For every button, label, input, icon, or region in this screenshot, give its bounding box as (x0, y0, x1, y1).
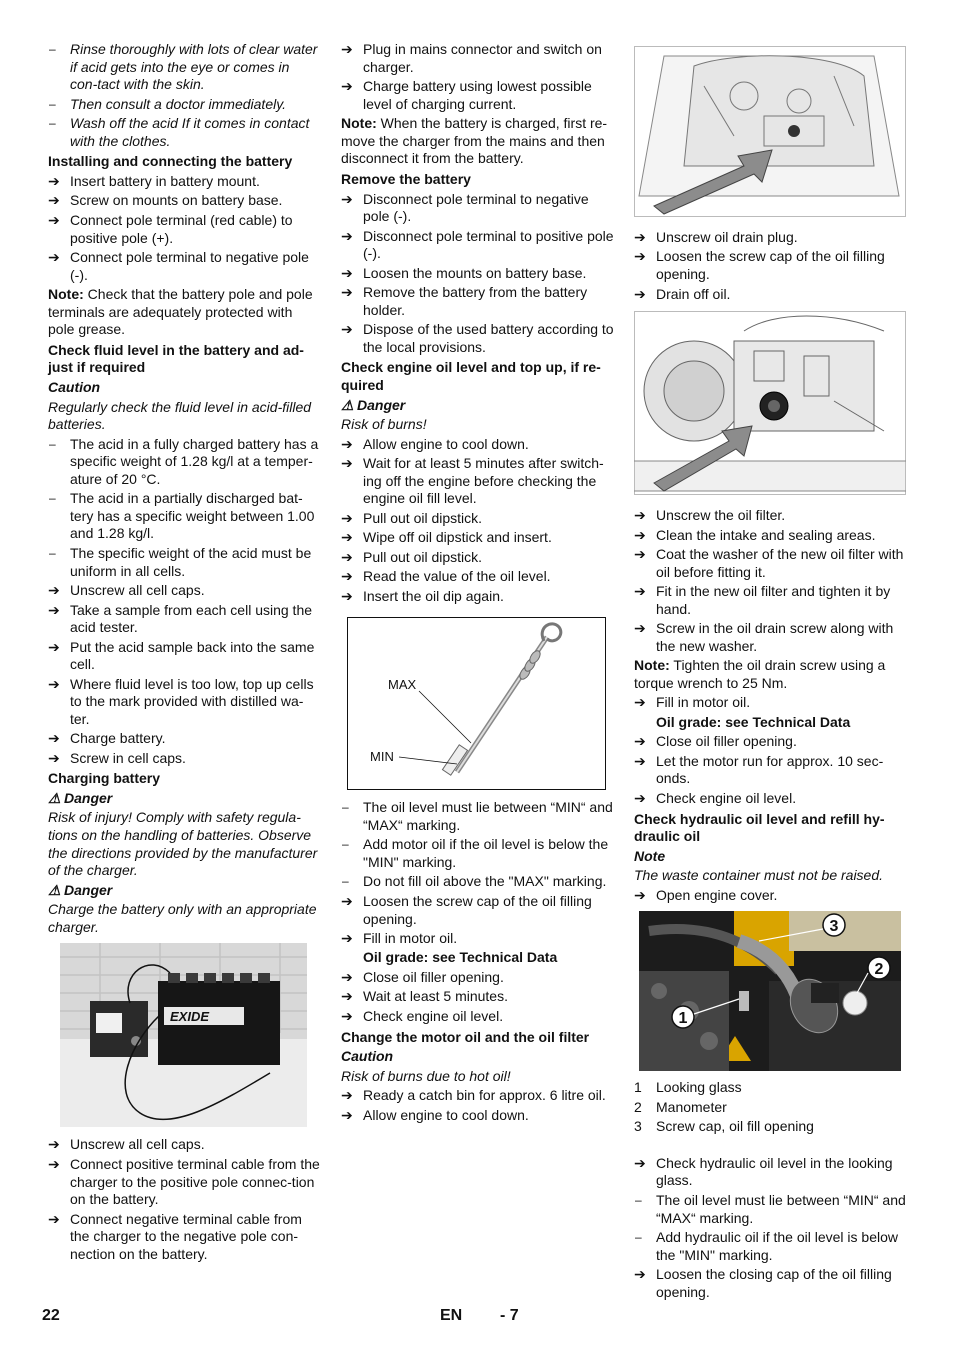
step-item: ➔ Connect pole terminal (red cable) to positive pole (+). (48, 211, 293, 246)
step-item: ➔ Loosen the mounts on battery base. (341, 264, 587, 281)
callout-label: 1 (678, 1010, 688, 1028)
section-heading-oil-change: Change the motor oil and the oil filter (341, 1028, 590, 1045)
note-paragraph: Note: Tighten the oil drain screw using a torque wrench to 25 Nm. (634, 657, 886, 691)
arrow-icon: ➔ (634, 620, 646, 637)
arrow-icon: ➔ (341, 41, 353, 57)
arrow-icon: ➔ (48, 1155, 60, 1172)
dash-marker: – (635, 1230, 642, 1245)
hydraulic-photo (639, 911, 901, 1071)
arrow-icon: ➔ (634, 1266, 646, 1283)
arrow-icon: ➔ (341, 435, 353, 452)
dipstick-illustration (347, 617, 606, 790)
arrow-icon: ➔ (48, 601, 60, 618)
step-item: ➔ Loosen the screw cap of the oil filling opening. (634, 248, 885, 283)
list-item: – Wash off the acid If it comes in contact with the clothes. (49, 115, 310, 149)
column-left (48, 41, 320, 1265)
step-item: ➔ Loosen the screw cap of the oil filling opening. (341, 892, 592, 927)
step-item: ➔ Where fluid level is too low, top up cells to the mark provided with distilled wa-ter. (48, 675, 314, 727)
section-heading-install: Installing and connecting the battery (48, 153, 293, 170)
step-item: ➔ Pull out oil dipstick. (341, 509, 483, 526)
callout-1 (672, 1006, 694, 1028)
arrow-icon: ➔ (341, 930, 353, 946)
dash-marker: – (342, 874, 349, 889)
step-item: ➔ Check engine oil level. (341, 1007, 504, 1024)
arrow-icon: ➔ (634, 733, 646, 750)
step-item: ➔ Insert battery in battery mount. (48, 172, 260, 189)
list-item: – Add hydraulic oil if the oil level is below the "MIN" marking. (635, 1229, 899, 1263)
arrow-icon: ➔ (634, 886, 646, 903)
arrow-icon: ➔ (48, 192, 60, 209)
list-item: – Rinse thoroughly with lots of clear water if acid gets into the eye or comes in con-tact with the skin. (49, 41, 318, 93)
step-item: ➔ Charge battery. (48, 730, 166, 747)
step-item: ➔ Connect pole terminal to negative pole (-). (48, 248, 309, 283)
list-item: – The oil level must lie between “MIN“ and “MAX“ marking. (342, 799, 613, 833)
arrow-icon: ➔ (634, 248, 646, 265)
dash-marker: – (635, 1192, 642, 1207)
arrow-icon: ➔ (341, 509, 353, 526)
step-item: ➔ Dispose of the used battery according to the local provisions. (341, 321, 614, 355)
arrow-icon: ➔ (341, 227, 353, 244)
arrow-icon: ➔ (341, 455, 353, 472)
step-item: ➔ Unscrew all cell caps. (48, 582, 205, 599)
step-item: ➔ Connect positive terminal cable from the charger to the positive pole connec-tion on the battery. (48, 1155, 320, 1208)
arrow-icon: ➔ (341, 264, 353, 281)
step-item: ➔ Plug in mains connector and switch on charger. (341, 41, 602, 75)
legend-item: 2 Manometer (634, 1098, 727, 1115)
step-item: ➔ Open engine cover. (634, 886, 778, 903)
arrow-icon: ➔ (634, 789, 646, 806)
arrow-icon: ➔ (48, 749, 60, 766)
section-heading-fluid: Check fluid level in the battery and ad-just if required (48, 341, 304, 376)
dash-marker: – (49, 96, 56, 111)
list-item: – The acid in a fully charged battery has a specific weight of 1.28 kg/l at a temper-ature of 20 °C. (49, 435, 319, 487)
legend-item: 3 Screw cap, oil fill opening (634, 1118, 814, 1135)
section-heading-oil-check: Check engine oil level and top up, if re-quired (341, 359, 601, 394)
arrow-icon: ➔ (48, 1136, 60, 1153)
battery-charger-photo (60, 943, 307, 1127)
list-item: – The acid in a partially discharged bat-tery has a specific weight between 1.00 and 1.28 kg/l. (49, 490, 315, 542)
dash-marker: – (49, 436, 56, 451)
oil-filter-photo (634, 311, 906, 495)
arrow-icon: ➔ (341, 190, 353, 207)
arrow-icon: ➔ (341, 1106, 353, 1123)
danger-text: Risk of injury! Comply with safety regula-tions on the handling of batteries. Observe the directions provided by the manufacturer of the charger. (48, 809, 318, 879)
arrow-icon: ➔ (341, 988, 353, 1005)
page-number: 22 (42, 1307, 60, 1324)
step-item: ➔ Close oil filler opening. (341, 968, 504, 985)
step-item: ➔ Loosen the closing cap of the oil filling opening. (634, 1266, 892, 1300)
step-item: ➔ Allow engine to cool down. (341, 1106, 529, 1123)
column-middle (341, 41, 614, 1126)
arrow-icon: ➔ (634, 507, 646, 524)
callout-label: 3 (829, 918, 839, 936)
dash-marker: – (342, 800, 349, 815)
oil-grade-text: Oil grade: see Technical Data (363, 949, 558, 966)
callout-label: 2 (874, 961, 884, 979)
step-item: ➔ Drain off oil. (634, 285, 731, 302)
step-item: ➔ Check hydraulic oil level in the looking glass. (634, 1154, 893, 1189)
caution-label: Caution (48, 379, 101, 396)
note-text: The waste container must not be raised. (634, 867, 884, 884)
legend-item: 1 Looking glass (634, 1079, 742, 1096)
arrow-icon: ➔ (341, 1007, 353, 1024)
warning-triangle-icon: ⚠ (48, 790, 61, 806)
caution-label: Caution (341, 1048, 394, 1065)
arrow-icon: ➔ (341, 968, 353, 985)
arrow-icon: ➔ (634, 583, 646, 600)
arrow-icon: ➔ (48, 582, 60, 599)
step-item: ➔ Screw in cell caps. (48, 749, 186, 766)
step-item: ➔ Screw on mounts on battery base. (48, 192, 283, 209)
arrow-icon: ➔ (341, 529, 353, 546)
dash-marker: – (49, 491, 56, 506)
step-item: ➔ Disconnect pole terminal to positive pole (-). (341, 227, 614, 262)
hydraulic-tank-illustration (639, 911, 901, 1071)
callout-2 (868, 957, 890, 979)
section-heading-hydraulic: Check hydraulic oil level and refill hy-draulic oil (634, 810, 885, 845)
list-item: – Add motor oil if the oil level is below the "MIN" marking. (342, 836, 609, 870)
step-item: ➔ Unscrew oil drain plug. (634, 229, 798, 245)
step-item: ➔ Coat the washer of the new oil filter with oil before fitting it. (634, 546, 904, 580)
note-paragraph: Note: Check that the battery pole and pole terminals are adequately protected with pole grease. (48, 286, 313, 338)
step-item: ➔ Let the motor run for approx. 10 sec-onds. (634, 752, 884, 787)
dash-marker: – (49, 116, 56, 131)
step-item: ➔ Wipe off oil dipstick and insert. (341, 529, 552, 546)
arrow-icon: ➔ (341, 587, 353, 604)
danger-label: ⚠ Danger (48, 790, 113, 806)
callout-3 (823, 914, 845, 936)
battery-brand-label: EXIDE (170, 1009, 210, 1025)
arrow-icon: ➔ (48, 248, 60, 265)
step-item: ➔ Fill in motor oil. (341, 930, 458, 946)
list-item: – The oil level must lie between “MIN“ and “MAX“ marking. (635, 1191, 906, 1226)
caution-text: Risk of burns due to hot oil! (341, 1067, 511, 1084)
step-item: ➔ Unscrew the oil filter. (634, 507, 786, 524)
arrow-icon: ➔ (341, 892, 353, 909)
danger-label: ⚠ Danger (341, 396, 406, 413)
step-item: ➔ Clean the intake and sealing areas. (634, 526, 876, 543)
arrow-icon: ➔ (48, 675, 60, 692)
step-item: ➔ Fill in motor oil. (634, 694, 751, 711)
engine-filter-illustration (634, 311, 906, 495)
step-item: ➔ Disconnect pole terminal to negative pole (-). (341, 190, 589, 225)
language-code: EN (440, 1307, 463, 1324)
arrow-icon: ➔ (634, 526, 646, 543)
warning-triangle-icon: ⚠ (341, 396, 354, 413)
arrow-icon: ➔ (634, 546, 646, 563)
arrow-icon: ➔ (48, 638, 60, 655)
dash-marker: – (49, 42, 56, 56)
column-right (634, 46, 906, 1303)
note-paragraph: Note: When the battery is charged, first re-move the charger from the mains and then disconnect it from the battery. (341, 115, 608, 167)
dipstick-max-label: MAX (388, 677, 417, 693)
step-item: ➔ Wait at least 5 minutes. (341, 988, 508, 1005)
step-item: ➔ Pull out oil dipstick. (341, 548, 483, 565)
step-item: ➔ Wait for at least 5 minutes after switch-ing off the engine before checking the engine oil fill level. (341, 455, 604, 507)
danger-label: ⚠ Danger (48, 881, 113, 898)
list-item: – The specific weight of the acid must be uniform in all cells. (49, 544, 312, 579)
step-item: ➔ Remove the battery from the battery holder. (341, 284, 588, 318)
step-item: ➔ Screw in the oil drain screw along with the new washer. (634, 620, 894, 654)
step-item: ➔ Unscrew all cell caps. (48, 1136, 205, 1153)
section-heading-remove: Remove the battery (341, 170, 471, 187)
arrow-icon: ➔ (48, 730, 60, 747)
arrow-icon: ➔ (48, 172, 60, 189)
arrow-icon: ➔ (341, 548, 353, 565)
battery-charger-illustration (60, 943, 307, 1127)
list-item: – Do not fill oil above the "MAX" marking. (342, 873, 607, 890)
step-item: ➔ Connect negative terminal cable from the charger to the negative pole con-nection on the battery. (48, 1210, 302, 1262)
step-item: ➔ Close oil filler opening. (634, 733, 797, 750)
oil-grade-text: Oil grade: see Technical Data (656, 713, 851, 730)
danger-text: Risk of burns! (341, 416, 427, 433)
step-item: ➔ Charge battery using lowest possible level of charging current. (341, 78, 592, 112)
arrow-icon: ➔ (48, 1210, 60, 1227)
note-label: Note (634, 847, 666, 864)
dipstick-diagram (347, 617, 606, 790)
dash-marker: – (342, 837, 349, 852)
step-item: ➔ Take a sample from each cell using the acid tester. (48, 601, 313, 636)
arrow-icon: ➔ (634, 752, 646, 769)
step-item: ➔ Read the value of the oil level. (341, 568, 551, 585)
dash-marker: – (49, 545, 56, 560)
arrow-icon: ➔ (341, 1087, 353, 1104)
arrow-icon: ➔ (48, 211, 60, 228)
oil-drain-photo (634, 46, 906, 217)
danger-text: Charge the battery only with an appropriate charger. (48, 901, 317, 935)
step-item: ➔ Check engine oil level. (634, 789, 797, 806)
arrow-icon: ➔ (634, 285, 646, 302)
section-number: - 7 (500, 1307, 519, 1324)
step-item: ➔ Ready a catch bin for approx. 6 litre oil. (341, 1087, 606, 1104)
list-item: – Then consult a doctor immediately. (49, 95, 287, 112)
arrow-icon: ➔ (341, 321, 353, 338)
section-heading-charging: Charging battery (48, 770, 161, 787)
step-item: ➔ Allow engine to cool down. (341, 435, 529, 452)
arrow-icon: ➔ (341, 78, 353, 95)
caution-text: Regularly check the fluid level in acid-filled batteries. (48, 398, 312, 433)
dipstick-min-label: MIN (370, 749, 394, 765)
engine-drain-illustration (634, 46, 906, 217)
arrow-icon: ➔ (341, 284, 353, 301)
warning-triangle-icon: ⚠ (48, 881, 61, 898)
arrow-icon: ➔ (341, 568, 353, 585)
step-item: ➔ Fit in the new oil filter and tighten it by hand. (634, 583, 891, 617)
arrow-icon: ➔ (634, 1154, 646, 1171)
step-item: ➔ Insert the oil dip again. (341, 587, 504, 604)
arrow-icon: ➔ (634, 694, 646, 711)
step-item: ➔ Put the acid sample back into the same cell. (48, 638, 315, 673)
arrow-icon: ➔ (634, 229, 646, 245)
